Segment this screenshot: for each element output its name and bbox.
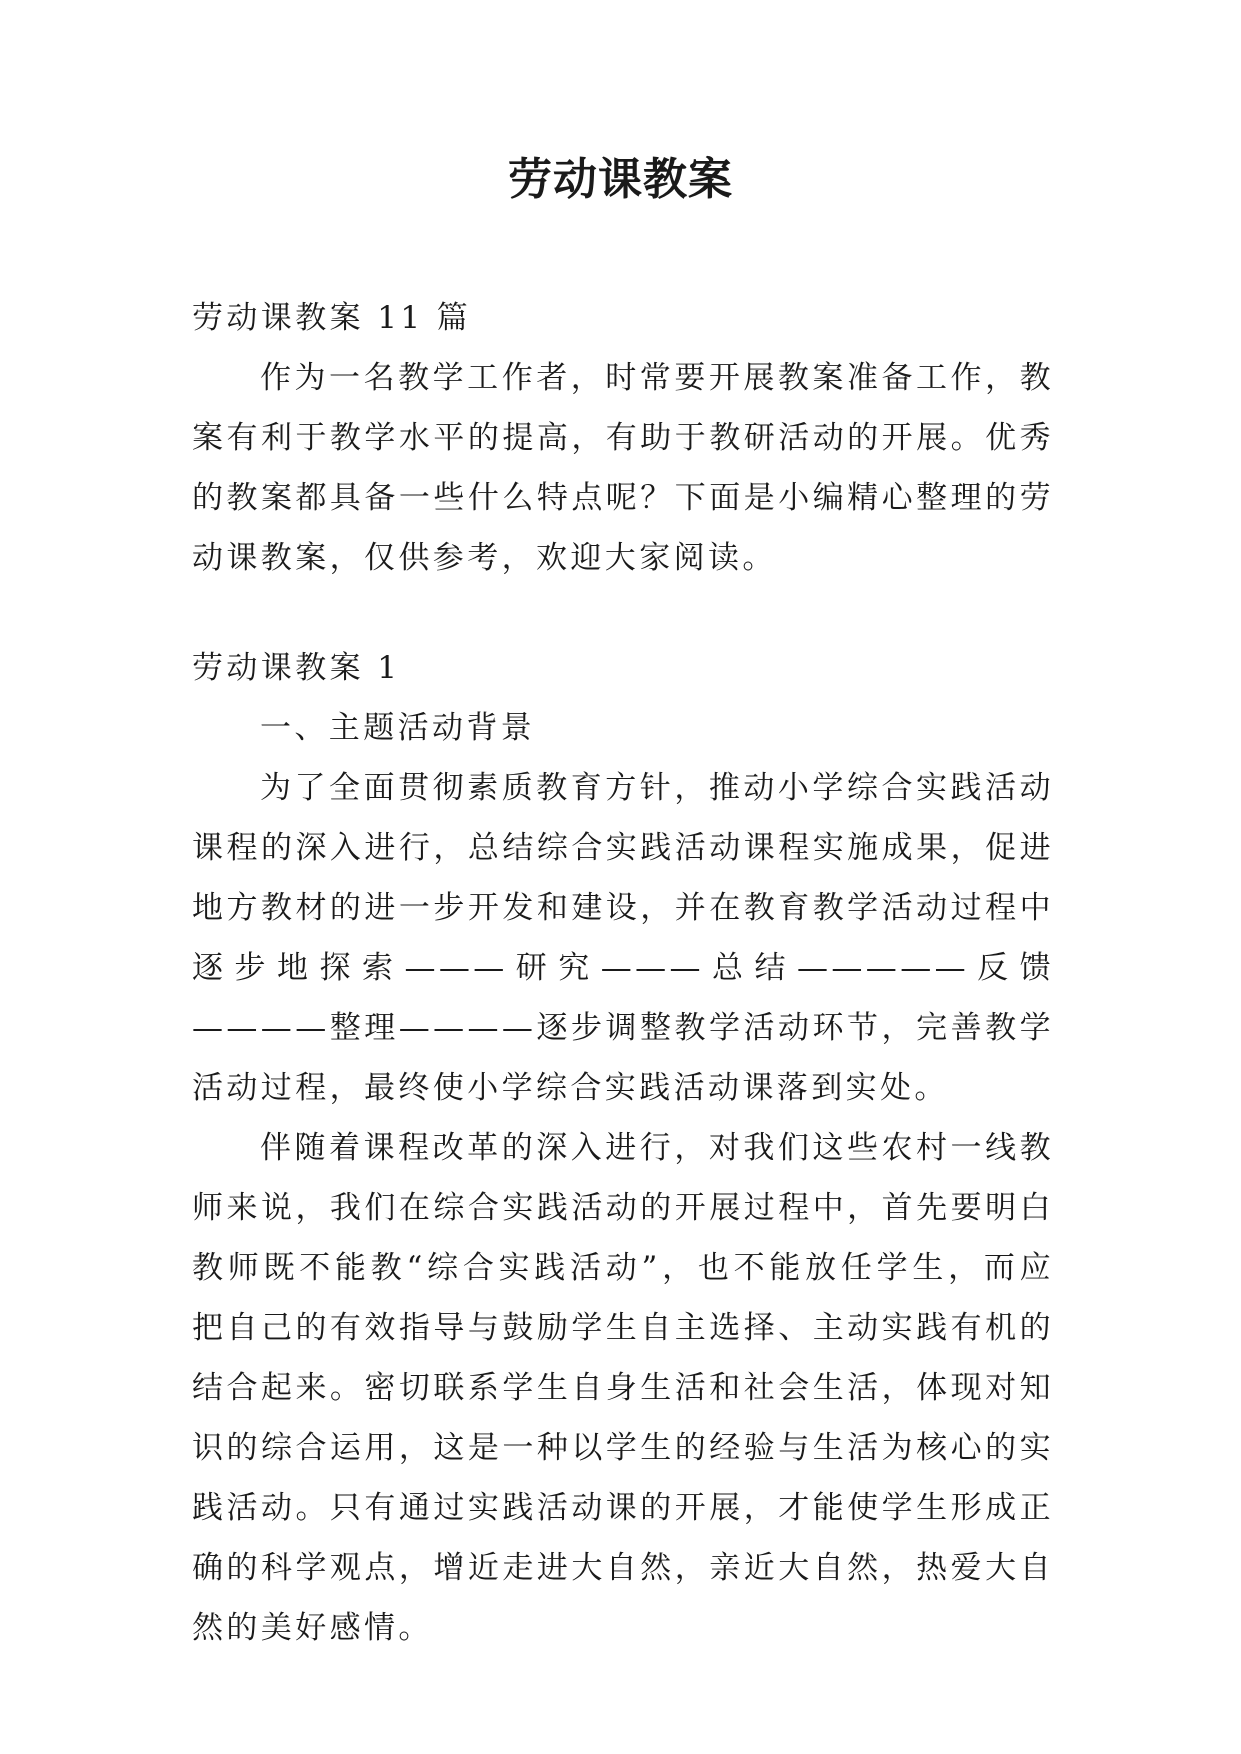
intro-section [192,288,1054,588]
lesson-1-paragraph-1: 为了全面贯彻素质教育方针，推动小学综合实践活动课程的深入进行，总结综合实践活动课程实施成果，促进地方教材的进一步开发和建设，并在教育教学活动过程中逐步地探索———研究———总结—————反馈————整理————逐步调整教学活动环节，完善教学活动过程，最终使小学综合实践活动课落到实处。 [192,770,1054,1106]
lesson-1-paragraph-2: 伴随着课程改革的深入进行，对我们这些农村一线教师来说，我们在综合实践活动的开展过程中，首先要明白教师既不能教“综合实践活动”，也不能放任学生，而应把自己的有效指导与鼓励学生自主选择、主动实践有机的结合起来。密切联系学生自身生活和社会生活，体现对知识的综合运用，这是一种以学生的经验与生活为核心的实践活动。只有通过实践活动课的开展，才能使学生形成正确的科学观点，增近走进大自然，亲近大自然，热爱大自然的美好感情。 [192,1130,1054,1646]
lesson-1-section [192,638,1054,1658]
intro-paragraph: 作为一名教学工作者，时常要开展教案准备工作，教案有利于教学水平的提高，有助于教研活动的开展。优秀的教案都具备一些什么特点呢？下面是小编精心整理的劳动课教案，仅供参考，欢迎大家阅读。 [192,360,1054,576]
document-subtitle: 劳动课教案 11 篇 [192,300,472,336]
document-title: 劳动课教案 [508,154,733,205]
lesson-1-heading: 劳动课教案 1 [192,650,401,686]
section-heading-background: 一、主题活动背景 [260,710,536,746]
